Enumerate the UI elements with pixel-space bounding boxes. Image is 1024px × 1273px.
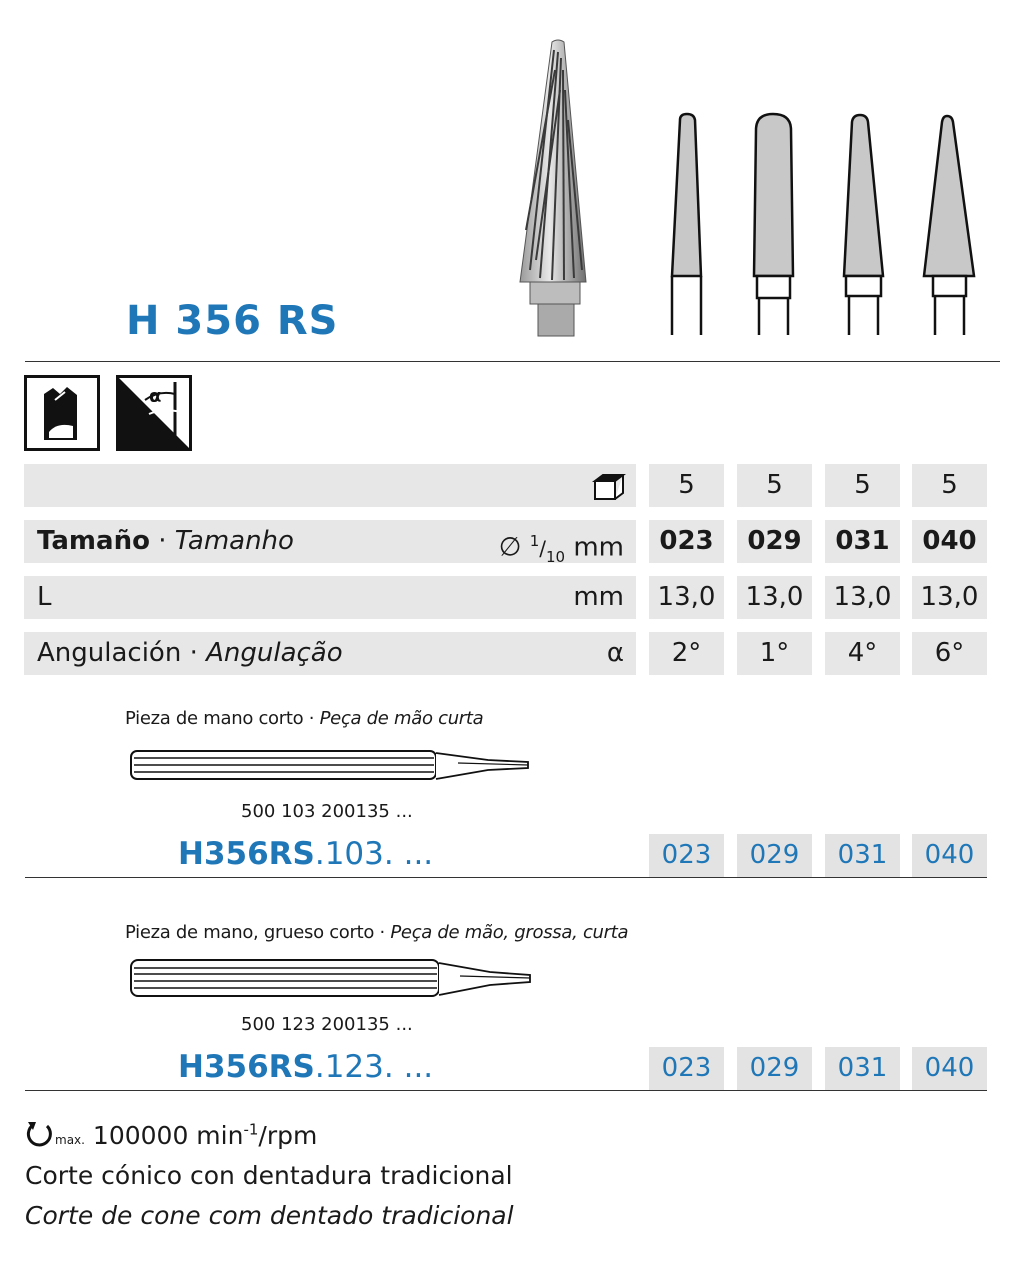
size-label-es: Tamaño <box>37 526 150 556</box>
pack-cell-2: 5 <box>825 464 900 507</box>
length-cell-0: 13,0 <box>649 576 724 619</box>
angle-row-label <box>24 632 636 675</box>
bur-photo-icon <box>520 40 586 336</box>
handpiece-short-shank-icon <box>128 748 532 784</box>
handpiece-2-label <box>125 922 628 943</box>
size-label-sep: · <box>158 526 167 556</box>
handpiece-1-order <box>178 836 433 872</box>
pack-row-label <box>24 464 636 507</box>
size-cell-1: 029 <box>737 520 812 563</box>
angle-cell-1: 1° <box>737 632 812 675</box>
length-cell-2: 13,0 <box>825 576 900 619</box>
handpiece-2-sep: · <box>379 922 385 943</box>
material-icon <box>24 375 100 451</box>
handpiece-2-label-es: Pieza de mano, grueso corto <box>125 922 375 943</box>
handpiece-1-sep: · <box>308 708 315 729</box>
package-box-icon <box>592 470 626 502</box>
handpiece-1-order-prefix: H356RS <box>178 836 315 872</box>
size-label-pt: Tamanho <box>174 526 294 556</box>
angle-label-pt: Angulação <box>206 638 343 668</box>
length-row-label <box>24 576 636 619</box>
size-cell-0: 023 <box>649 520 724 563</box>
description-es: Corte cónico con dentadura tradicional <box>25 1161 513 1190</box>
handpiece-2-size-2[interactable]: 031 <box>825 1047 900 1090</box>
description-pt: Corte de cone com dentado tradicional <box>25 1201 514 1230</box>
handpiece-2-size-1[interactable]: 029 <box>737 1047 812 1090</box>
diameter-icon: ∅ <box>498 532 522 563</box>
size-unit-num: 1 <box>529 532 540 550</box>
length-cell-1: 13,0 <box>737 576 812 619</box>
rpm-rotation-icon <box>25 1120 55 1148</box>
bur-outline-029-icon <box>754 114 793 335</box>
angle-alpha-icon <box>116 375 192 451</box>
handpiece-2-size-3[interactable]: 040 <box>912 1047 987 1090</box>
angle-cell-3: 6° <box>912 632 987 675</box>
angle-cell-0: 2° <box>649 632 724 675</box>
handpiece-thick-short-shank-icon <box>128 957 534 1001</box>
handpiece-2-order <box>178 1049 433 1085</box>
handpiece-1-size-1[interactable]: 029 <box>737 834 812 877</box>
size-cell-3: 040 <box>912 520 987 563</box>
angle-symbol: α <box>606 638 624 668</box>
handpiece-2-code: 500 123 200135 ... <box>241 1014 413 1035</box>
rpm-unit: /rpm <box>258 1121 318 1150</box>
length-label: L <box>37 582 52 612</box>
handpiece-1-size-3[interactable]: 040 <box>912 834 987 877</box>
size-cell-2: 031 <box>825 520 900 563</box>
handpiece-1-order-suffix: .103. ... <box>314 836 434 872</box>
product-title: H 356 RS <box>126 298 339 344</box>
angle-label-sep: · <box>189 638 198 668</box>
bur-outline-040-icon <box>924 116 974 335</box>
rpm-exp: -1 <box>243 1120 259 1139</box>
bur-outline-031-icon <box>844 115 883 335</box>
handpiece-1-code: 500 103 200135 ... <box>241 801 413 822</box>
size-unit-mm: mm <box>573 532 624 563</box>
pack-cell-0: 5 <box>649 464 724 507</box>
size-row-label <box>24 520 636 566</box>
handpiece-1-label-pt: Peça de mão curta <box>319 708 484 729</box>
handpiece-2-label-pt: Peça de mão, grossa, curta <box>390 922 629 943</box>
svg-text:α: α <box>149 386 162 407</box>
length-cell-3: 13,0 <box>912 576 987 619</box>
rpm-value: 100000 min <box>92 1121 244 1150</box>
pack-cell-1: 5 <box>737 464 812 507</box>
handpiece-1-size-0[interactable]: 023 <box>649 834 724 877</box>
pack-cell-3: 5 <box>912 464 987 507</box>
handpiece-2-order-prefix: H356RS <box>178 1049 315 1085</box>
handpiece-2-order-suffix: .123. ... <box>314 1049 434 1085</box>
rpm-line <box>25 1120 317 1150</box>
rpm-max-label: max. <box>55 1133 85 1147</box>
size-unit-den: 10 <box>545 547 566 566</box>
bur-illustrations <box>500 30 1000 340</box>
angle-cell-2: 4° <box>825 632 900 675</box>
handpiece-2-size-0[interactable]: 023 <box>649 1047 724 1090</box>
angle-label-es: Angulación <box>37 638 182 668</box>
handpiece-1-size-2[interactable]: 031 <box>825 834 900 877</box>
handpiece-1-label <box>125 708 483 729</box>
handpiece-1-label-es: Pieza de mano corto <box>125 708 304 729</box>
bur-outline-023-icon <box>672 114 701 335</box>
size-unit: ∅ $^1/_{10}$ mm <box>498 532 624 566</box>
length-unit: mm <box>573 582 624 612</box>
